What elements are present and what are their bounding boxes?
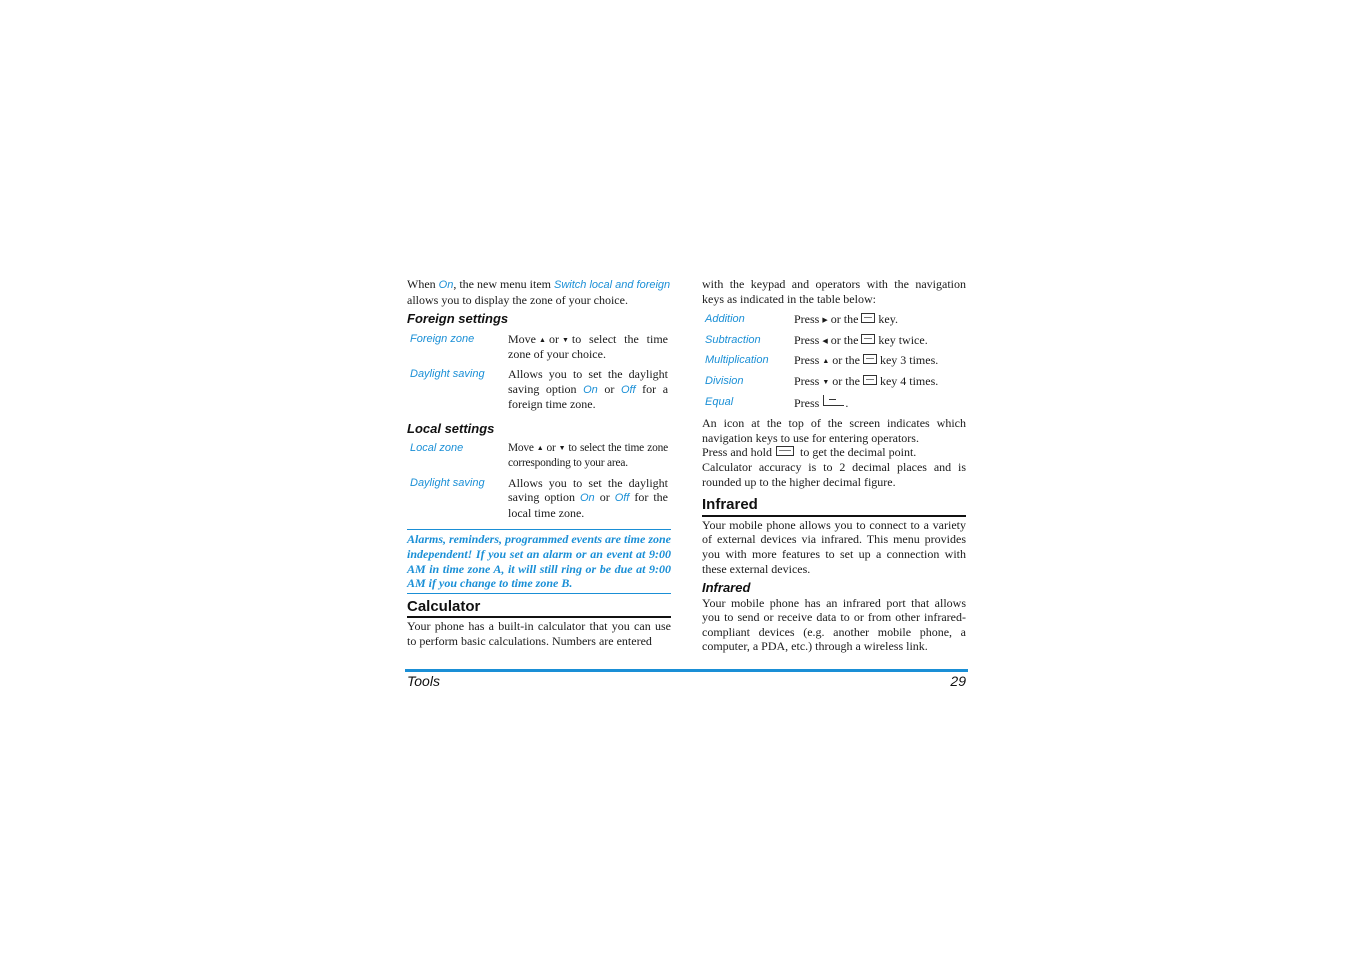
def-text: or the: [830, 332, 859, 347]
right-column: [702, 277, 966, 654]
time-zone-note: Alarms, reminders, programmed events are time zone independent! If you set an alarm or an event at 9:00 AM in time zone A, it will still ring or be due at 9:00 AM if you change to time zone B.: [407, 529, 671, 593]
def-text: key twice.: [878, 332, 928, 347]
def-text: Press and hold: [702, 445, 772, 460]
operator-row-division: [702, 374, 966, 395]
operator-row-multiplication: [702, 353, 966, 374]
def-text: for the local time zone.: [508, 490, 669, 520]
foreign-zone-definition: [508, 332, 668, 362]
division-term: Division: [705, 374, 744, 387]
def-text: Press: [794, 332, 820, 347]
intro-text-3: allows you to display the zone of your choice.: [407, 292, 628, 307]
star-key-icon: [863, 375, 877, 385]
def-text: Press: [794, 353, 820, 368]
def-text: key 4 times.: [879, 373, 939, 388]
def-text: or the: [832, 373, 860, 388]
operator-row-equal: [702, 395, 966, 416]
left-softkey-icon: [823, 395, 844, 406]
local-zone-row: [407, 441, 671, 470]
operator-row-addition: [702, 312, 966, 333]
def-text: to get the decimal point.: [800, 445, 917, 460]
def-text: Press: [794, 373, 820, 388]
def-text: or: [604, 381, 615, 396]
local-zone-term: Local zone: [410, 442, 464, 455]
calculator-body: Your phone has a built-in calculator that you can use to perform basic calculations. Numbers are entered: [407, 619, 671, 648]
def-text: to select the time zone corresponding to your area.: [508, 442, 668, 469]
calculator-body-continued: with the keypad and operators with the navigation keys as indicated in the table below:: [702, 277, 966, 306]
equal-definition: [794, 395, 848, 416]
off-term: Off: [614, 492, 630, 505]
up-arrow-icon: ▲: [536, 444, 544, 453]
down-arrow-icon: ▼: [558, 444, 566, 453]
multiplication-definition: [794, 353, 938, 374]
off-term: Off: [620, 383, 636, 396]
foreign-settings-heading: Foreign settings: [407, 311, 509, 327]
subtraction-definition: [794, 333, 928, 354]
footer-section-title: Tools: [407, 673, 440, 689]
division-definition: [794, 374, 938, 395]
star-key-icon: [861, 334, 875, 344]
operator-row-subtraction: [702, 333, 966, 354]
on-term: On: [580, 492, 595, 505]
intro-paragraph: [407, 277, 671, 307]
def-text: to select the time zone of your choice.: [508, 331, 668, 362]
def-text: Allows you to set the daylight saving option: [508, 475, 668, 505]
def-text: or the: [832, 353, 860, 368]
foreign-daylight-term: Daylight saving: [410, 367, 485, 380]
equal-term: Equal: [705, 395, 734, 408]
hash-key-icon: [776, 446, 794, 456]
def-text: key 3 times.: [879, 353, 939, 368]
infrared-body: Your mobile phone allows you to connect to a variety of external devices via infrared. This menu provides you with more features to set up a connection with these external devices.: [702, 517, 966, 576]
down-arrow-icon: ▼: [561, 335, 569, 344]
right-arrow-icon: ▶: [822, 316, 828, 325]
intro-text: When: [407, 277, 439, 291]
def-text: Move: [508, 331, 536, 346]
intro-menu-item-term: Switch local and foreign: [553, 279, 671, 291]
def-text: Allows you to set the daylight saving option: [508, 366, 668, 396]
up-arrow-icon: ▲: [822, 357, 830, 366]
foreign-zone-term: Foreign zone: [410, 332, 475, 345]
operator-table: [702, 312, 966, 415]
def-text: Press: [794, 312, 820, 327]
def-text: Move: [508, 442, 534, 455]
def-text: or: [599, 490, 610, 505]
def-text: or: [548, 331, 559, 346]
local-settings-heading: Local settings: [407, 420, 495, 436]
addition-term: Addition: [705, 313, 745, 326]
star-key-icon: [861, 313, 875, 323]
footer-rule: [405, 669, 968, 672]
decimal-paragraph: [702, 445, 966, 460]
left-column: [407, 277, 671, 648]
multiplication-term: Multiplication: [705, 354, 769, 367]
infrared-sub-body: Your mobile phone has an infrared port that allows you to send or receive data to or from other infrared-compliant devices (e.g. another mobile phone, a computer, a PDA, etc.) through a wireless link.: [702, 595, 966, 654]
footer-page-number: 29: [950, 673, 966, 689]
on-term: On: [583, 383, 598, 396]
foreign-daylight-definition: [508, 367, 668, 412]
addition-definition: [794, 312, 898, 333]
calculator-heading: Calculator: [407, 600, 671, 619]
intro-text-2: , the new menu item: [453, 277, 554, 291]
local-daylight-row: [407, 476, 671, 521]
left-arrow-icon: ◀: [822, 336, 828, 345]
foreign-zone-row: [407, 332, 671, 362]
local-zone-definition: [508, 441, 668, 470]
def-text: or: [546, 442, 556, 455]
subtraction-term: Subtraction: [705, 333, 761, 346]
star-key-icon: [863, 354, 877, 364]
def-text: Press: [794, 395, 820, 410]
icon-paragraph: An icon at the top of the screen indicates which navigation keys to use for entering operators.: [702, 416, 966, 445]
foreign-daylight-row: [407, 367, 671, 412]
infrared-heading: Infrared: [702, 498, 966, 517]
def-text: .: [845, 395, 849, 410]
def-text: key.: [878, 312, 898, 327]
down-arrow-icon: ▼: [822, 377, 830, 386]
def-text: or the: [830, 312, 859, 327]
local-daylight-term: Daylight saving: [410, 476, 485, 489]
infrared-subheading: Infrared: [702, 580, 751, 596]
up-arrow-icon: ▲: [539, 335, 546, 344]
def-text: for a foreign time zone.: [508, 381, 669, 412]
intro-on-term: On: [438, 279, 454, 291]
local-daylight-definition: [508, 476, 668, 521]
accuracy-paragraph: Calculator accuracy is to 2 decimal places and is rounded up to the higher decimal figure.: [702, 459, 966, 489]
